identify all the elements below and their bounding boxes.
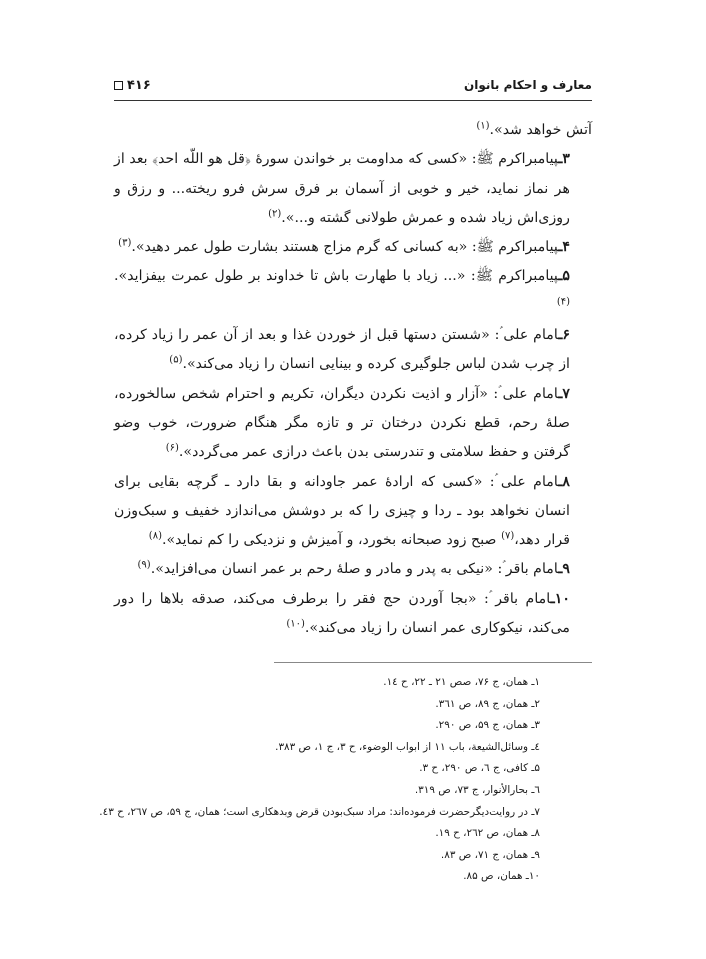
hadith-item-5: ۵ـپیامبراکرم ﷺ: «... زیاد با طهارت باش تا خداوند بر طول عمرت بیفزاید».$^{(۴)}$ — [114, 268, 570, 308]
footnote-ref: (۵) — [169, 354, 183, 366]
paragraph-continuation: آتش خواهد شد».$^{(۱)}$ — [476, 120, 592, 138]
footnote-ref: (۸) — [148, 530, 162, 542]
item-number: ۵ـ — [558, 268, 570, 285]
footnote-ref: (۴) — [556, 296, 570, 308]
footnote-7: ۷ـ در روایت‌دیگرحضرت فرموده‌اند: مراد سبک‌بودن قرض وبدهکاری است؛ همان، ج ۵۹، ص ۲٦۷، ح ٤۳. — [99, 805, 540, 818]
item-number: ۴ـ — [558, 239, 570, 256]
body-text — [114, 116, 592, 643]
footnote-ref: (۶) — [165, 442, 179, 454]
footnote-6: ٦ـ بحارالأنوار، ج ۷۳، ص ۳۱۹. — [414, 783, 540, 796]
footnote-1: ۱ـ همان، ج ۷۶، صص ۲۱ ـ ۲۲، ح ۱٤. — [383, 676, 540, 688]
footnotes — [99, 672, 592, 888]
footnote-ref: (۱۰) — [286, 618, 305, 630]
running-header — [114, 74, 592, 96]
hadith-item-9: ۹ـامام باقر ؑ: «نیکی به پدر و مادر و صلهٔ رحم بر عمر انسان می‌افزاید».$^{(۹)}$ — [137, 559, 570, 578]
page-number: ۴۱۶ — [127, 77, 151, 93]
footnote-ref: (۲) — [268, 208, 282, 220]
footnote-2: ۲ـ همان، ج ۸۹، ص ۳٦۱. — [435, 697, 540, 710]
header-divider — [114, 100, 592, 101]
item-number: ۷ـ — [558, 385, 570, 402]
hadith-item-6: ۶ـامام علی ؑ: «شستن دستها قبل از خوردن غذا و بعد از آن عمر را زیاد کرده، از چرب شدن لباس جلوگیری کرده و بینایی انسان را زیاد می‌کند».$^{(۵)}$ — [114, 327, 570, 373]
item-number: ۹ـ — [558, 561, 570, 578]
footnote-8: ۸ـ همان، ص ۲٦۲، ح ۱۹. — [435, 827, 540, 840]
footnote-ref: (۳) — [118, 237, 132, 249]
footnote-10: ۱۰ـ همان، ص ۸۵. — [463, 870, 540, 883]
footnote-9: ۹ـ همان، ج ۷۱، ص ۸۳. — [440, 848, 540, 861]
book-title: معارف و احکام بانوان — [464, 78, 592, 92]
hadith-item-3: ۳ـپیامبراکرم ﷺ: «کسی که مداومت بر خواندن سورهٔ ﴿قل هو اللّه احد﴾ بعد از هر نماز نماید، خیر و خوبی از آسمان بر فرق سرش فرو ریخته... و رزق و روزی‌اش زیاد شده و عمرش طولانی گشته و...».$^{(۲)}$ — [114, 151, 570, 226]
item-number: ۶ـ — [558, 327, 570, 344]
footnote-3: ۳ـ همان، ج ۵۹، ص ۲۹۰. — [435, 719, 540, 732]
square-bullet-icon — [114, 81, 123, 90]
footnote-5: ۵ـ کافی، ج ٦، ص ۲۹۰، ح ۳. — [419, 762, 540, 775]
hadith-item-7: ۷ـامام علی ؑ: «آزار و اذیت نکردن دیگران، تکریم و احترام شخص سالخورده، صلهٔ رحم، قطع نکردن درختان تر و تازه مگر هنگام ضرورت، خوب وضو گرفتن و حفظ سلامتی و تندرستی بدن باعث درازی عمر می‌گردد».$^{(۶)}$ — [114, 385, 570, 461]
hadith-item-8: ۸ـامام علی ؑ: «کسی که ارادهٔ عمر جاودانه و بقا دارد ـ گرچه بقایی برای انسان نخواهد بود ـ ردا و چیزی را که بر دوشش می‌اندازد خفیف و سبک‌وزن قرار دهد،$^{(۷)}$ صبح زود صبحانه بخورد، و آمیزش و نزدیکی را کم نماید».$^{(۸)}$ — [114, 473, 570, 549]
item-number: ۳ـ — [558, 151, 570, 168]
hadith-item-10: ۱۰ـامام باقر ؑ: «بجا آوردن حج فقر را برطرف می‌کند، صدقه بلاها را دور می‌کند، نیکوکاری عمر انسان را زیاد می‌کند».$^{(۱۰)}$ — [114, 590, 570, 637]
footnote-ref: (۷) — [501, 530, 515, 542]
hadith-item-4: ۴ـپیامبراکرم ﷺ: «به کسانی که گرم مزاج هستند بشارت طول عمر دهید».$^{(۳)}$ — [118, 237, 570, 256]
footnote-ref: (۱) — [476, 120, 490, 132]
footnote-divider — [274, 662, 592, 663]
item-number: ۱۰ـ — [550, 590, 570, 607]
page-number-block — [114, 78, 151, 93]
item-number: ۸ـ — [558, 473, 570, 490]
footnote-ref: (۹) — [137, 559, 151, 571]
footnote-4: ٤ـ وسائل‌الشیعة، باب ۱۱ از ابواب الوضوء، ح ۳، ج ۱، ص ۳۸۳. — [275, 740, 540, 753]
